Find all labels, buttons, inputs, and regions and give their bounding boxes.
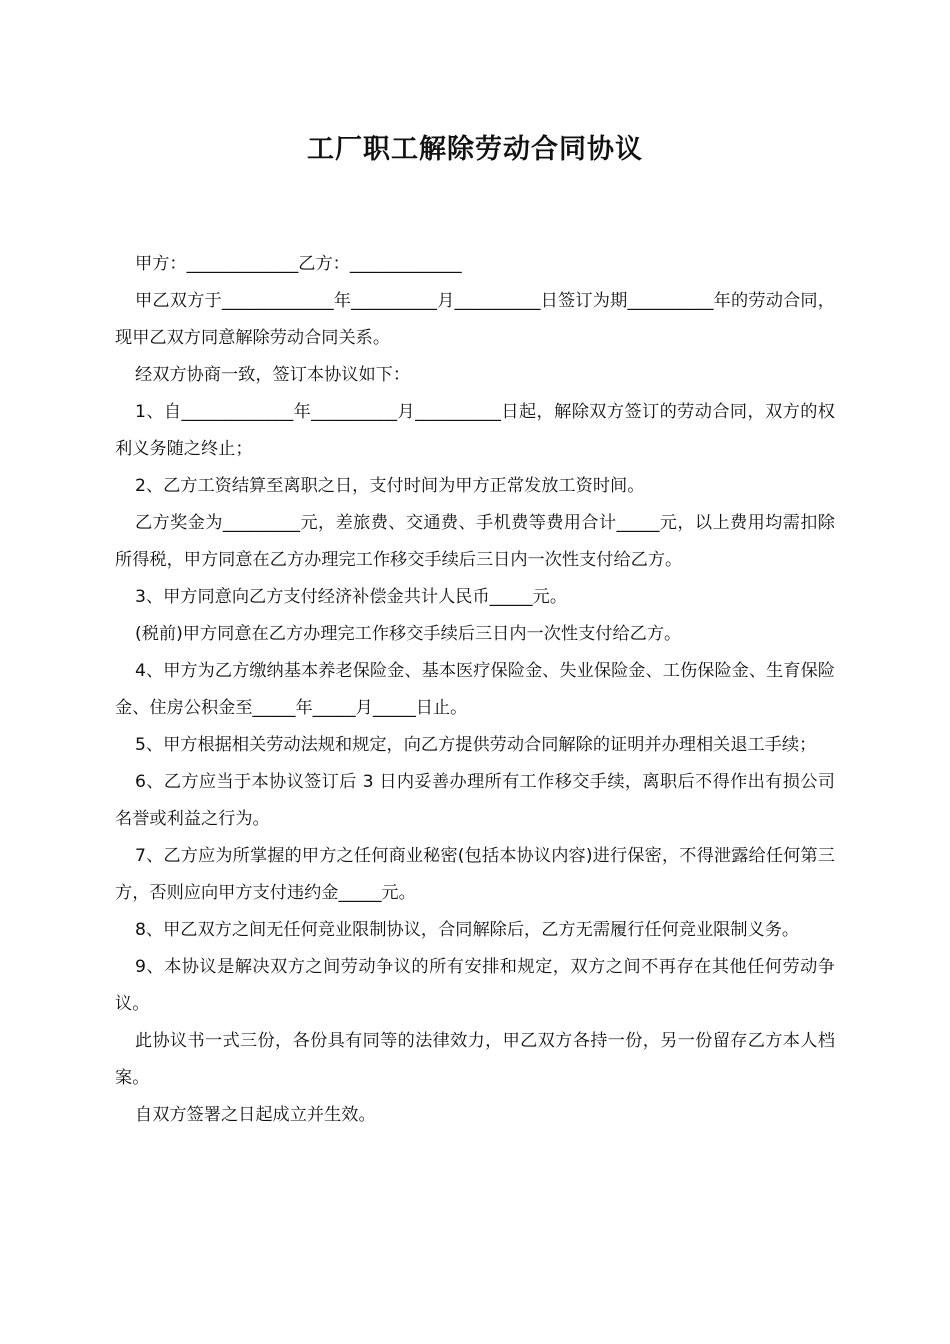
copies-paragraph: 此协议书一式三份，各份具有同等的法律效力，甲乙双方各持一份，另一份留存乙方本人档案。 — [115, 1031, 835, 1088]
clause-3-paragraph: 3、甲方同意向乙方支付经济补偿金共计人民币_____元。 — [135, 587, 568, 607]
clause-1-paragraph: 1、自_____________年__________月__________日起，解除双方签订的劳动合同，双方的权利义务随之终止； — [115, 402, 835, 459]
clause-6-paragraph: 6、乙方应当于本协议签订后 3 日内妥善办理所有工作移交手续，离职后不得作出有损公司名誉或利益之行为。 — [115, 772, 835, 829]
clause-2-paragraph: 2、乙方工资结算至离职之日，支付时间为甲方正常发放工资时间。 — [135, 476, 645, 496]
bonus-expenses-paragraph: 乙方奖金为_________元，差旅费、交通费、手机费等费用合计_____元，以上费用均需扣除所得税，甲方同意在乙方办理完工作移交手续后三日内一次性支付给乙方。 — [115, 513, 835, 570]
contract-intro-paragraph: 甲乙双方于_____________年__________月__________日签订为期__________年的劳动合同，现甲乙双方同意解除劳动合同关系。 — [115, 291, 835, 348]
parties-line: 甲方：_____________乙方：_____________ — [135, 254, 462, 274]
agreement-lead-paragraph: 经双方协商一致，签订本协议如下： — [135, 365, 411, 385]
pretax-payment-paragraph: (税前)甲方同意在乙方办理完工作移交手续后三日内一次性支付给乙方。 — [135, 624, 682, 644]
clause-7-paragraph: 7、乙方应为所掌握的甲方之任何商业秘密(包括本协议内容)进行保密，不得泄露给任何第三方，否则应向甲方支付违约金_____元。 — [115, 846, 835, 903]
document-title: 工厂职工解除劳动合同协议 — [307, 134, 643, 165]
document-body — [115, 246, 835, 1134]
clause-9-paragraph: 9、本协议是解决双方之间劳动争议的所有安排和规定，双方之间不再存在其他任何劳动争议。 — [115, 957, 835, 1014]
clause-5-paragraph: 5、甲方根据相关劳动法规和规定，向乙方提供劳动合同解除的证明并办理相关退工手续； — [135, 735, 817, 755]
clause-8-paragraph: 8、甲乙双方之间无任何竞业限制协议，合同解除后，乙方无需履行任何竞业限制义务。 — [135, 920, 800, 940]
effective-date-paragraph: 自双方签署之日起成立并生效。 — [135, 1105, 376, 1125]
clause-4-paragraph: 4、甲方为乙方缴纳基本养老保险金、基本医疗保险金、失业保险金、工伤保险金、生育保险金、住房公积金至_____年_____月_____日止。 — [115, 661, 835, 718]
